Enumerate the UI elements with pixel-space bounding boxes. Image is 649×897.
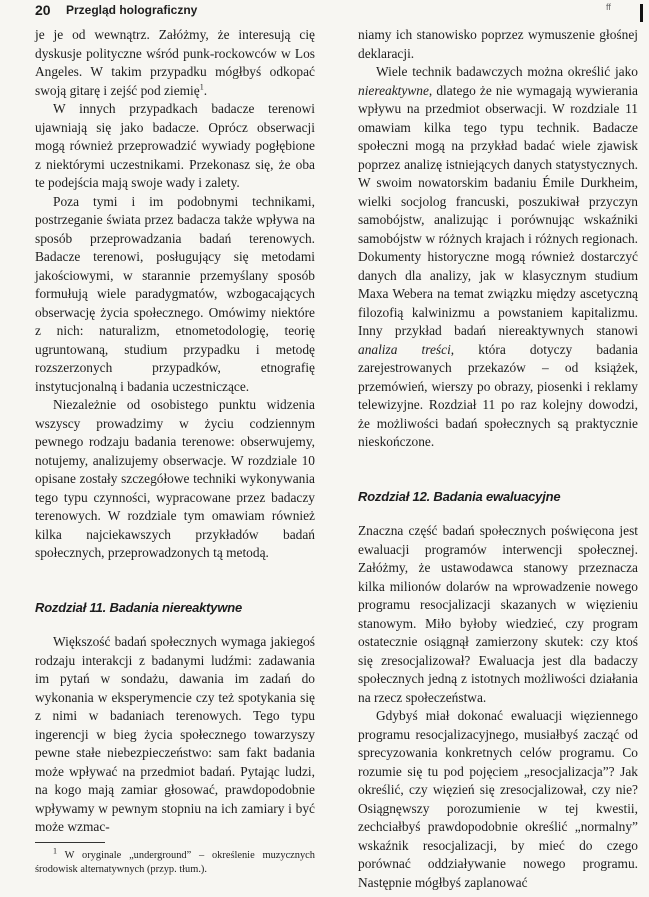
paragraph: W innych przypadkach badacze terenowi ujawniają się jako badacze. Oprócz obserwacji mogą również przeprowadzić wywiady pogłębione z niektórymi uczestnikami. Przekonasz się, że oba te podejścia mają swoje wady i zalety. — [35, 101, 315, 190]
page-edge-mark — [640, 4, 643, 22]
running-header — [35, 0, 635, 20]
paragraph: Wiele technik badawczych można określić jako niereaktywne, dlatego że nie wymagają wywierania wpływu na przedmiot obserwacji. W rozdziale 11 omawiam kilka tego typu technik. Badacze społeczni mogą na przykład badać wiele zjawisk poprzez analizę istniejących danych statystycznych. W swoim nowatorskim badaniu Émile Durkheim, wielki socjolog francuski, poszukiwał przyczyn samobójstw, analizując i porównując wskaźniki samobójstw w różnych krajach i różnych regionach. Dokumenty historyczne mogą również dostarczyć danych dla analizy, jak w klasycznym studium Maxa Webera na temat związku między ascetyczną filozofią kalwinizmu a powstaniem kapitalizmu. Inny przykład badań niereaktywnych stanowi analiza treści, która dotyczy badania zarejestrowanych przekazów – od książek, przemówień, wierszy po obrazy, piosenki i reklamy telewizyjne. Rozdział 11 po raz kolejny dowodzi, że możliwości badań społecznych są praktycznie nieskończone. — [358, 64, 638, 449]
right-column — [358, 26, 638, 892]
paragraph: niamy ich stanowisko poprzez wymuszenie głośnej deklaracji. — [358, 27, 638, 61]
page-number: 20 — [35, 2, 51, 18]
left-column — [35, 26, 315, 837]
footnote-rule — [35, 842, 105, 843]
footnote-ref: 1 — [199, 82, 204, 92]
term: niereaktywne — [358, 82, 429, 98]
running-title: Przegląd holograficzny — [66, 3, 198, 17]
footnote-marker: 1 — [53, 846, 57, 856]
paragraph: Poza tymi i im podobnymi technikami, postrzeganie świata przez badacza także wpływa na sposób przeprowadzania badań terenowych. Badacze terenowi, posługujący się metodami jakościowymi, w starannie przemyślany sposób formułują wiele paradygmatów, wzbogacających obserwację życia społecznego. Omówimy niektóre z nich: naturalizm, etnometodologię, teorię ugruntowaną, studium przypadku i metodę rozszerzonych przypadków, etnografię instytucjonalną i badania uczestniczące. — [35, 193, 315, 394]
footnote: $^1$ W oryginale „underground” – określenie muzycznych środowisk alternatywnych (przyp. tłum.). — [35, 846, 315, 875]
paragraph: je je od wewnątrz. Załóżmy, że interesują cię dyskusje polityczne wśród punk-rockowców w Los Angeles. W takim przypadku mógłbyś odkopać swoją gitarę i zejść pod ziemię$^1$. — [35, 27, 315, 98]
paragraph: Znaczna część badań społecznych poświęcona jest ewaluacji programów interwencji społecznej. Załóżmy, że ustawodawca stanowy przeznacza kilka milionów dolarów na wprowadzenie nowego programu resocjalizacji skazanych w więzieniu stanowym. Miło byłoby wiedzieć, czy program ostatecznie osiągnął zamierzony skutek: czy ktoś się zresocjalizował? Ewaluacja jest dla badaczy społecznych jedną z istotnych możliwości działania na rzecz społeczeństwa. — [358, 523, 638, 705]
paragraph: Gdybyś miał dokonać ewaluacji więziennego programu resocjalizacyjnego, musiałbyś zacząć od sprecyzowania konkretnych celów programu. Co rozumie się tu pod pojęciem „resocjalizacja”? Jak określić, czy więzień się zresocjalizował, czy nie? Osiągnęwszy porozumienie w tej kwestii, zechciałbyś prawdopodobnie określić „normalny” wskaźnik resocjalizacji, by mieć do czego porównać oddziaływanie nowego programu. Następnie mógłbyś zaplanować — [358, 708, 638, 890]
paragraph: Niezależnie od osobistego punktu widzenia wszyscy prowadzimy w życiu codziennym pewnego rodzaju badania terenowe: obserwujemy, notujemy, analizujemy obserwacje. W rozdziale 10 opisane zostały szczegółowe techniki wykonywania tego typu czynności, wypracowane przez badaczy terenowych. W rozdziale tym omawiam również kilka najciekawszych przykładów badań społecznych, przeprowadzonych tą metodą. — [35, 397, 315, 560]
section-heading: Rozdział 11. Badania niereaktywne — [35, 599, 243, 615]
paragraph: Większość badań społecznych wymaga jakiegoś rodzaju interakcji z badanymi ludźmi: zadawania im pytań w sondażu, dawania im zadań do wykonania w eksperymencie czy też spotykania się z nimi w badaniach terenowych. Tego typu ingerencji w bieg życia społecznego towarzyszy pewne stałe niebezpieczeństwo: sam fakt badania może wpływać na przedmiot badań. Pytając ludzi, na kogo mają zamiar głosować, prawdopodobnie wpływamy w pewnym stopniu na ich zamiary i być może wzmac- — [35, 634, 315, 834]
corner-mark: ff — [606, 2, 611, 12]
term: analiza treści — [358, 341, 451, 357]
section-heading: Rozdział 12. Badania ewaluacyjne — [358, 488, 561, 504]
